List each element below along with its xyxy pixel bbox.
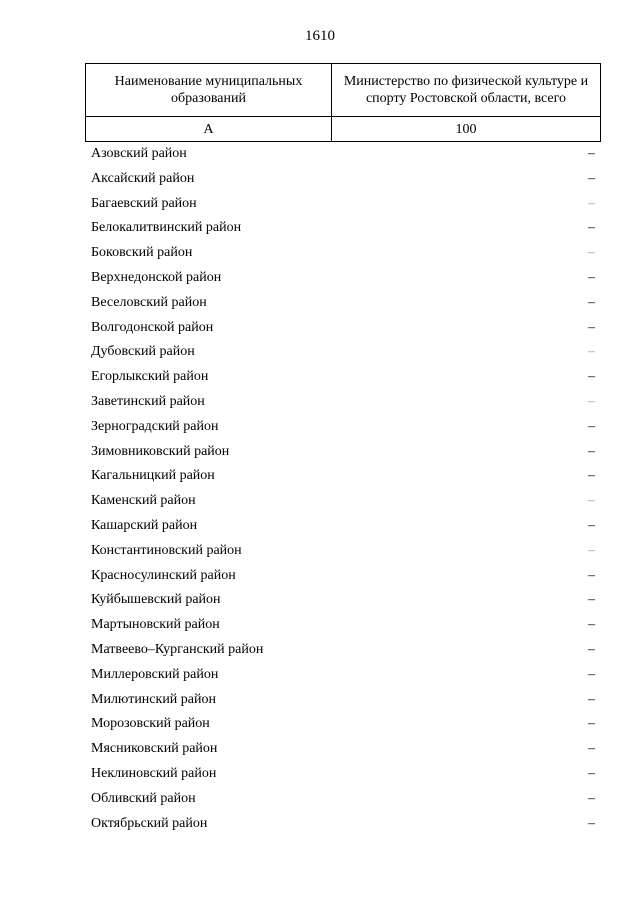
district-name: Верхнедонской район bbox=[91, 269, 222, 285]
district-value: – bbox=[588, 493, 595, 509]
page-number: 1610 bbox=[305, 28, 335, 44]
table-row bbox=[91, 564, 595, 589]
district-value: – bbox=[588, 567, 595, 583]
district-name: Аксайский район bbox=[91, 170, 195, 186]
table-body bbox=[91, 142, 595, 836]
column-header-municipalities: Наименование муниципальных образований bbox=[86, 64, 332, 117]
table-row bbox=[91, 415, 595, 440]
column-codes-row bbox=[86, 117, 601, 142]
district-value: – bbox=[588, 245, 595, 261]
district-name: Белокалитвинский район bbox=[91, 220, 242, 236]
district-value: – bbox=[588, 666, 595, 682]
table-row bbox=[91, 291, 595, 316]
district-name: Егорлыкский район bbox=[91, 369, 209, 385]
district-value: – bbox=[588, 790, 595, 806]
column-header-ministry: Министерство по физической культуре и спорту Ростовской области, всего bbox=[332, 64, 601, 117]
district-value: – bbox=[588, 443, 595, 459]
column-code-100: 100 bbox=[332, 117, 601, 142]
district-value: – bbox=[588, 641, 595, 657]
table-row bbox=[91, 812, 595, 837]
district-value: – bbox=[588, 269, 595, 285]
district-name: Зимовниковский район bbox=[91, 443, 230, 459]
table-row bbox=[91, 787, 595, 812]
district-value: – bbox=[588, 294, 595, 310]
district-value: – bbox=[588, 617, 595, 633]
district-name: Неклиновский район bbox=[91, 765, 217, 781]
district-name: Милютинский район bbox=[91, 691, 217, 707]
table-row bbox=[91, 192, 595, 217]
table-row bbox=[91, 241, 595, 266]
district-name: Октябрьский район bbox=[91, 815, 208, 831]
district-name: Боковский район bbox=[91, 245, 193, 261]
table-row bbox=[91, 266, 595, 291]
column-code-a: А bbox=[86, 117, 332, 142]
table-row bbox=[91, 464, 595, 489]
district-name: Матвеево–Курганский район bbox=[91, 641, 264, 657]
table-row bbox=[91, 390, 595, 415]
district-value: – bbox=[588, 716, 595, 732]
district-value: – bbox=[588, 741, 595, 757]
table-row bbox=[91, 440, 595, 465]
district-name: Дубовский район bbox=[91, 344, 195, 360]
table-row bbox=[91, 762, 595, 787]
district-name: Мясниковский район bbox=[91, 741, 218, 757]
district-value: – bbox=[588, 195, 595, 211]
district-value: – bbox=[588, 815, 595, 831]
district-name: Куйбышевский район bbox=[91, 592, 221, 608]
district-name: Каменский район bbox=[91, 493, 196, 509]
district-name: Морозовский район bbox=[91, 716, 210, 732]
district-value: – bbox=[588, 542, 595, 558]
district-name: Красносулинский район bbox=[91, 567, 236, 583]
district-name: Зерноградский район bbox=[91, 418, 219, 434]
district-value: – bbox=[588, 146, 595, 161]
table-row bbox=[91, 167, 595, 192]
table-row bbox=[91, 638, 595, 663]
district-value: – bbox=[588, 319, 595, 335]
header-row bbox=[86, 64, 601, 117]
district-value: – bbox=[588, 691, 595, 707]
district-name: Обливский район bbox=[91, 790, 196, 806]
district-value: – bbox=[588, 765, 595, 781]
table-row bbox=[91, 613, 595, 638]
table-row bbox=[91, 539, 595, 564]
table-row bbox=[91, 365, 595, 390]
table-row bbox=[91, 712, 595, 737]
table-row bbox=[91, 216, 595, 241]
district-value: – bbox=[588, 468, 595, 484]
district-value: – bbox=[588, 170, 595, 186]
district-name: Мартыновский район bbox=[91, 617, 220, 633]
table-header bbox=[85, 63, 601, 142]
district-value: – bbox=[588, 344, 595, 360]
table-row bbox=[91, 489, 595, 514]
district-value: – bbox=[588, 517, 595, 533]
district-value: – bbox=[588, 592, 595, 608]
district-name: Волгодонской район bbox=[91, 319, 214, 335]
table-row bbox=[91, 142, 595, 167]
table-row bbox=[91, 663, 595, 688]
district-name: Кашарский район bbox=[91, 517, 198, 533]
district-name: Азовский район bbox=[91, 146, 187, 161]
table-row bbox=[91, 340, 595, 365]
district-name: Кагальницкий район bbox=[91, 468, 215, 484]
table-row bbox=[91, 514, 595, 539]
district-value: – bbox=[588, 220, 595, 236]
district-value: – bbox=[588, 418, 595, 434]
district-value: – bbox=[588, 393, 595, 409]
district-name: Заветинский район bbox=[91, 393, 205, 409]
district-name: Константиновский район bbox=[91, 542, 242, 558]
district-name: Веселовский район bbox=[91, 294, 207, 310]
district-name: Миллеровский район bbox=[91, 666, 219, 682]
table-row bbox=[91, 316, 595, 341]
district-name: Багаевский район bbox=[91, 195, 197, 211]
table-row bbox=[91, 588, 595, 613]
table-row bbox=[91, 737, 595, 762]
table-row bbox=[91, 688, 595, 713]
district-value: – bbox=[588, 369, 595, 385]
